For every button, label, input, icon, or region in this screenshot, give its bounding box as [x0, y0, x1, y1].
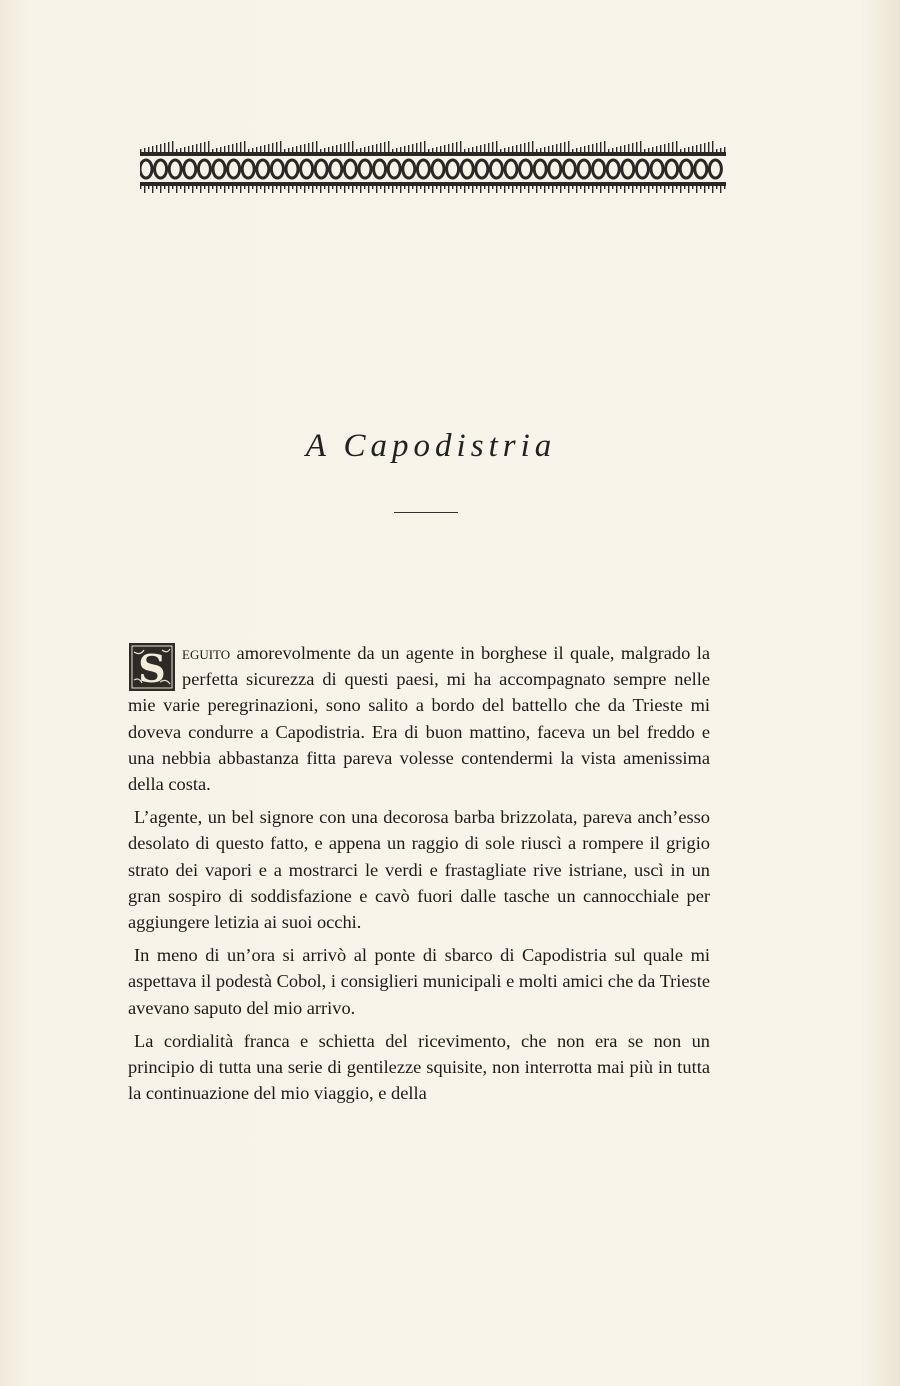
paragraph-1-text: amorevolmente da un agente in borghese il quale, malgrado la perfetta sicurezza di questi paesi, mi ha accompagnato sempre nelle mie varie peregrinazioni, sono salito a bordo del battello che da Trieste mi doveva condurre a Capodistria. Era di buon mattino, faceva un bel freddo e una nebbia abbastanza fitta pareva volesse contendermi la vista amenissima della costa. — [128, 643, 710, 795]
dropcap-letter: S — [138, 646, 166, 691]
lead-word: eguito — [182, 643, 231, 663]
paragraph-1 — [128, 640, 710, 797]
body-text — [128, 640, 710, 1113]
paragraph-3: In meno di un’ora si arrivò al ponte di sbarco di Capodistria sul quale mi aspettava il podestà Cobol, i consiglieri municipali e molti amici che da Trieste avevano saputo del mio arrivo. — [128, 945, 710, 1018]
ornate-initial-s — [128, 642, 176, 692]
decorative-header-border — [140, 138, 726, 200]
title-rule — [394, 512, 458, 513]
paragraph-4: La cordialità franca e schietta del ricevimento, che non era se non un principio di tutta una serie di gentilezze squisite, non interrotta mai più in tutta la continuazione del mio viaggio, e della — [128, 1030, 710, 1104]
chapter-title: A Capodistria — [305, 428, 557, 464]
paragraph-2: L’agente, un bel signore con una decorosa barba brizzolata, pareva anch’esso desolato di questo fatto, e appena un raggio di sole riuscì a rompere il grigio strato dei vapori e a mostrarci le verdi e frastagliate rive istriane, uscì in un gran sospiro di soddisfazione e cavò fuori dalle tasche un cannocchiale per aggiungere letizia ai suoi occhi. — [128, 807, 710, 933]
